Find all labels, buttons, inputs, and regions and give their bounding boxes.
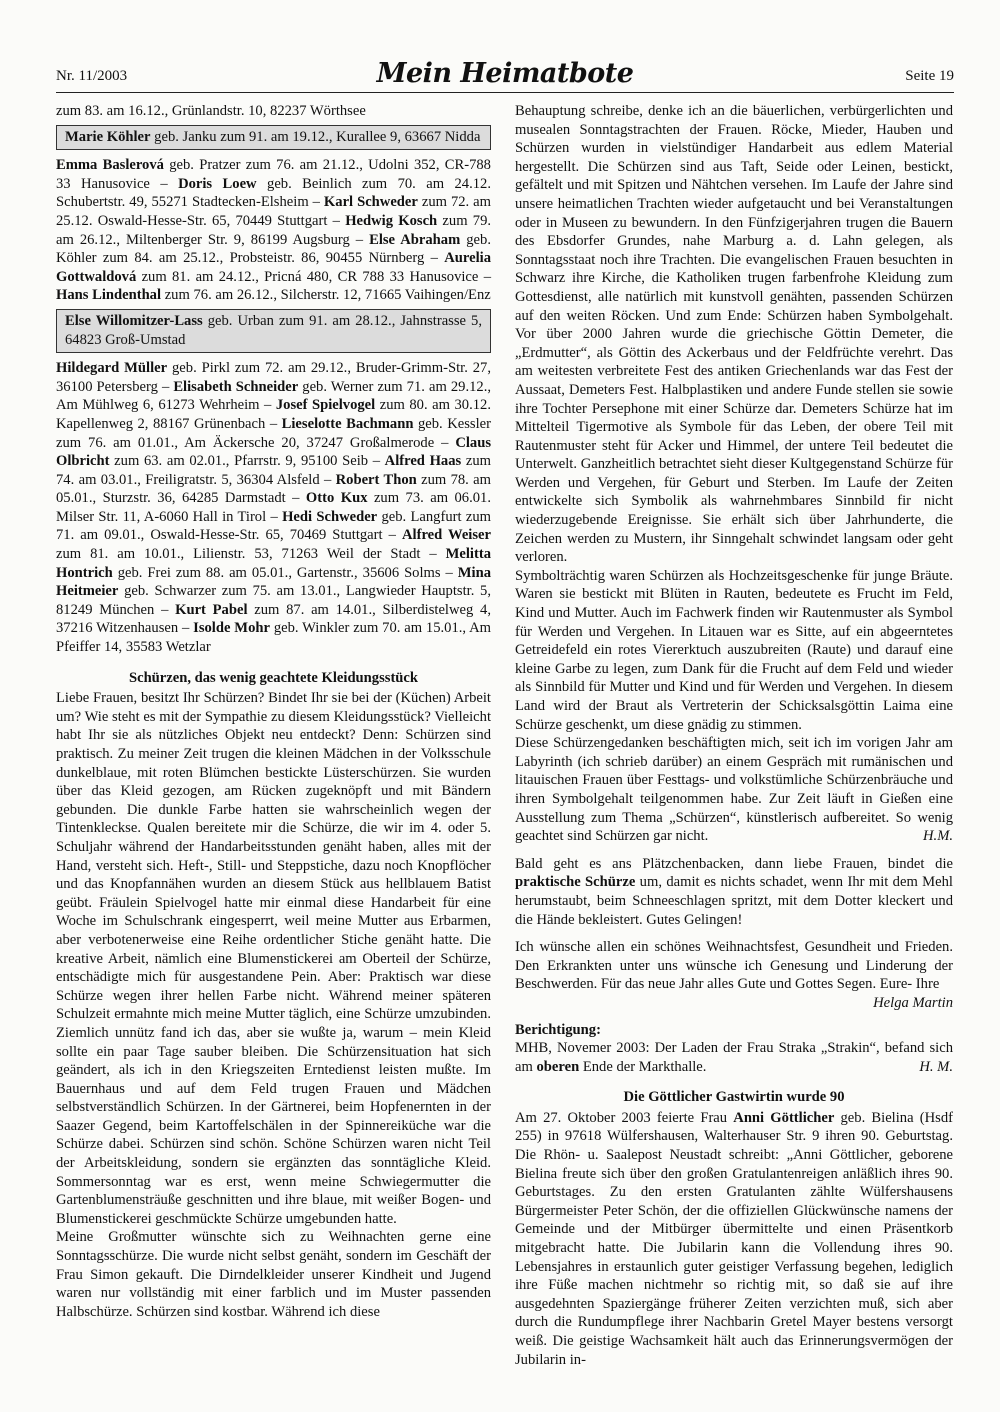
birthday-details: geb. Winkler zum 70. am 15.01., Am Pfeiffer 14, 35583 Wetzlar <box>56 620 492 656</box>
masthead-logo: Mein Heimatbote <box>376 58 634 89</box>
paragraph-text: Diese Schürzengedanken beschäftigten mich, seit ich im vorigen Jahr am Labyrinth (ich schrieb darüber) an einem Gespräch mit rumänischen und litauischen Frauen über Festtags- und volkstümliche Schürzenbräuche und ihren Symbolgehalt teilgenommen habe. Zur Zeit läuft in Gießen eine Ausstellung zum Thema „Schürzen“, künstlerisch aufbereitet. So wenig geachtet sind Schürzen gar nicht. <box>515 735 953 845</box>
birthday-name: Melitta Hontrich <box>56 546 491 581</box>
birthday-details: geb. Beinlich zum 70. am 24.12. Schubertstr. 49, 55271 Stadtecken-Elsheim – <box>56 175 491 211</box>
article-paragraph: Meine Großmutter wünschte sich zu Weihnachten gerne eine Sonntagsschürze. Die wurde nicht selbst genäht, sondern im Geschäft der Frau Simon gekauft. Die Dirndelkleider unserer Kindheit und Jugend waren nur vollständig mit einer farblich und im Muster passenden Halbschürze. Schürzen sind kostbar. Während ich diese <box>56 1229 491 1320</box>
paragraph-text: Am 27. Oktober 2003 feierte Frau <box>515 1109 734 1126</box>
birthday-details: zum 78. am 05.01., Sturzstr. 36, 64285 Darmstadt – <box>56 471 491 507</box>
header-rule <box>56 92 954 93</box>
page-number: Seite 19 <box>905 68 954 84</box>
signature-initials: H.M. <box>923 828 953 845</box>
correction-text <box>515 1039 953 1076</box>
birthday-details: zum 73. am 06.01. Milser Str. 11, A-6060 Hall in Tirol – <box>56 490 491 525</box>
birthday-name: Karl Schweder <box>323 194 418 211</box>
birthday-name: Alfred Haas <box>384 453 462 470</box>
signature-name: Helga Martin <box>873 994 953 1011</box>
highlight-text: geb. Urban zum 91. am 28.12., Jahnstrasse 5, 64823 Groß-Umstad <box>65 312 482 348</box>
article-paragraph <box>515 938 953 1012</box>
birthday-details: zum 72. am 25.12. Oswald-Hesse-Str. 65, 70449 Stuttgart – <box>56 194 491 229</box>
right-column <box>515 102 953 1369</box>
birthday-list-1 <box>56 156 491 305</box>
birthday-details: geb. Frei zum 88. am 05.01., Gartenstr., 35606 Solms – <box>112 564 458 581</box>
article-title: Schürzen, das wenig geachtete Kleidungsstück <box>128 669 419 686</box>
birthday-continued: zum 83. am 16.12., Grünlandstr. 10, 82237 Wörthsee <box>56 103 366 119</box>
birthday-details: zum 76. am 26.12., Silcherstr. 12, 71665 Vaihingen/Enz <box>161 287 491 304</box>
paragraph-text: MHB, Novemer 2003: Der Laden der Frau Straka „Strakin“, befand sich am <box>515 1040 953 1075</box>
article-paragraph <box>515 1109 953 1369</box>
paragraph-text: um, damit es nichts schadet, wenn Ihr mit dem Mehl herumstaubt, beim Schneeschlagen spritzt, mit dem Dotter kleckert und die Hände bekleistert. Gutes Gelingen! <box>515 874 953 928</box>
birthday-name: Alfred Weiser <box>401 527 491 544</box>
birthday-details: zum 81. am 24.12., Pricná 480, CR 788 33 Hanusovice – <box>136 268 491 285</box>
highlight-text: geb. Janku zum 91. am 19.12., Kurallee 9, 63667 Nidda <box>150 128 481 145</box>
birthday-details: zum 79. am 26.12., Miltenberger Str. 9, 86199 Augsburg – <box>56 212 492 248</box>
article-paragraph <box>515 855 953 929</box>
birthday-list-2 <box>56 359 491 657</box>
bold-phrase: oberen <box>536 1058 580 1075</box>
article-paragraph: Symbolträchtig waren Schürzen als Hochzeitsgeschenke für junge Bräute. Waren sie bestickt mit Blüten in Rauten, bedeutete es Frucht im Feld, Kind und Mutter. Auch im Fachwerk finden wir Rautenmuster als Symbol für Werden und Vergehen. In Litauen war es Sitte, auf ein abgeerntetes Getreidefeld ein rotes Viererktuch auszubreiten (Raute) und darauf eine kleine Garbe zu legen, zum Dank für die Frucht auf dem Feld und wieder als Sinnbild für Mutter und Kind und für Werden und Vergehen. In diesem Land wird der Braut als Vertreterin der Schicksalsgöttin Laima eine Schürze geschenkt, um diese gnädig zu stimmen. <box>515 567 953 733</box>
birthday-details: zum 63. am 02.01., Pfarrstr. 9, 95100 Seib – <box>109 453 385 470</box>
birthday-name: Otto Kux <box>305 490 368 507</box>
article-title: Die Göttlicher Gastwirtin wurde 90 <box>623 1089 845 1106</box>
article-paragraph: Liebe Frauen, besitzt Ihr Schürzen? Bindet Ihr sie bei der (Küchen) Arbeit um? Wie steht es mit der Sympathie zu diesem Kleidungsstück? Vielleicht habt Ihr sie als nützliches Objekt neu entdeckt? Denn: Schürzen sind praktisch. Zu meiner Zeit trugen die kleinen Mädchen in der Volksschule dunkelblaue, mit roten Blümchen bestickte Lüsterschürzen. Sie wurden über das Kleid gezogen, am Rücken zugeknöpft und mit Bändern gebunden. Die dunkle Farbe hatten sie wahrscheinlich wegen der Tintenkleckse. Qualen bereitete mir die Schürze, die wir im 4. oder 5. Schuljahr während der Handarbeitsstunden genäht haben, alles mit der Hand, versteht sich. Heft-, Still- und Steppstiche, dazu noch Knopflöcher und das Knopfannähen wurden an diesem Stück aus hellblauem Batist geübt. Fräulein Spielvogel hatte mir einmal diese Handarbeit für eine Woche im Schulschrank eingesperrt, weil meine Mutter aus Erbarmen, aber verbotenerweise eine Reihe ordentlicher Stiche genäht hatte. Die kreative Arbeit, nämlich eine Blumenstickerei am Oberteil der Schürze, entschädigte mich für ausgestandene Pein. Aber: Praktisch war diese Schürze wegen ihrer hellen Farbe nicht. Während meiner späteren Schulzeit ermahnte mich meine Mutter täglich, eine Schürze umzubinden. Ziemlich unnütz fand ich das, aber sie wußte ja, warum – mein Kleid sollte ein paar Tage sauber bleiben. Die Schürzensituation hat sich geändert, als ich in den Kriegszeiten Erntedienst leisten mußte. Im Bauernhaus und auf dem Feld trugen Frauen und Mädchen selbstverständlich Schürzen. In der Gärtnerei, beim Hopfenernten in der Saazer Gegend, beim Kartoffelschälen in der Spinnereiküche war die Schürze dabei. Schürzen sind schön. Schöne Schürzen waren nicht Teil der Arbeitskleidung, sondern sie ergänzten das sonntägliche Kleid. Sommersonntag war es erst, wenn meine Schwiegermutter die Gartenblumensträuße geschnitten und ihre blaue, mit weißer Bogen- und Blumenstickerei geschmückte Schürze umgebunden hatte. <box>56 690 491 1227</box>
birthday-details: geb. Schwarzer zum 75. am 13.01., Langwieder Hauptstr. 5, 81249 München – <box>56 583 491 618</box>
birthday-name: Kurt Pabel <box>175 601 248 618</box>
birthday-details: zum 80. am 30.12. Kapellenweg 2, 88167 Grünenbach – <box>56 397 491 432</box>
highlight-box-2 <box>56 309 491 353</box>
paragraph-text: Bald geht es ans Plätzchenbacken, dann liebe Frauen, bindet die <box>515 855 953 872</box>
highlight-name: Else Willomitzer-Lass <box>65 312 203 329</box>
birthday-details: geb. Langfurt zum 71. am 09.01., Oswald-Hesse-Str. 65, 70469 Stuttgart – <box>56 508 491 544</box>
birthday-name: Hans Lindenthal <box>56 287 162 304</box>
birthday-details: zum 74. am 03.01., Freiligratstr. 5, 36304 Alsfeld – <box>56 453 491 488</box>
highlight-name: Marie Köhler <box>65 128 151 145</box>
highlight-box-1 <box>56 125 491 151</box>
birthday-name: Hedwig Kosch <box>345 212 438 229</box>
signature-initials: H. M. <box>919 1058 953 1075</box>
issue-number: Nr. 11/2003 <box>56 68 128 84</box>
paragraph-text: Ich wünsche allen ein schönes Weihnachtsfest, Gesundheit und Frieden. Den Erkrankten unter uns wünsche ich Genesung und Linderung der Beschwerden. Für das neue Jahr alles Gute und Gottes Segen. Eure- Ihre <box>515 939 953 993</box>
birthday-name: Hedi Schweder <box>282 508 378 525</box>
birthday-name: Claus Olbricht <box>56 434 491 470</box>
bold-phrase: Anni Göttlicher <box>733 1109 835 1126</box>
birthday-name: Else Abraham <box>369 231 461 248</box>
article-paragraph: Behauptung schreibe, denke ich an die bäuerlichen, verbürgerlichten und musealen Sonntagstrachten der Frauen. Röcke, Mieder, Hauben und Schürzen wurden in vielstündiger Handarbeit aus edlem Material hergestellt. Die Schürzen sind aus Taft, Seide oder Leinen, bestickt, gefältelt und mit Spitzen und Nähtchen versehen. Im Laufe der Jahre sind unsere heimatlichen Trachten wieder aufgetaucht und bei Veranstaltungen oder in Museen zu bewundern. In den Fünfzigerjahren trugen die Bauern des Ebsdorfer Grundes, nahe Marburg a. d. Lahn gelegen, als Sonntagsstaat noch ihre Trachten. Die evangelischen Frauen besuchten in Schwarz ihre Kirche, die Katholiken trugen farbenfrohe Kleidung zum Gottesdienst, alle natürlich mit kunstvoll genähten, passenden Schürzen auf den weiten Röcken. Und zum Ende: Schürzen haben Symbolgehalt. Vor über 2000 Jahren wurde die griechische Göttin Demeter, die „Erdmutter“, als Göttin des Ackerbaus und der Feldfrüchte verehrt. Das am weitesten verbreitete Fest des antiken Griechenlands war das Fest der Aussaat, Demeters Fest. Halbplastiken und andere Funde stellen sie sowie ihre Tochter Persephone mit einer Schürze dar. Demeters Schürze hat im Mittelteil Tigermotive als Symbole für das Leben, der obere Teil mit Rautenmuster steht für Acker und Himmel, der untere Teil bedeutet die Unterwelt. Ganzheitlich betrachtet sieht dieser Kultgegenstand Schürze für Werden und Vergehen, für Geburt und Sterben. Im Laufe der Zeiten entwickelte sich Symbolik als wahrnehmbares Sinnbild fir nicht wiederzugebende Ereignisse. Sie erhält sich über Jahrhunderte, die Zeichen werden zu Mustern, ihr Sinngehalt schwindet langsam oder geht verloren. <box>515 103 953 566</box>
birthday-details: geb. Werner zum 71. am 29.12., Am Mühlweg 6, 61273 Wehrheim – <box>56 378 491 414</box>
birthday-name: Lieselotte Bachmann <box>281 415 414 432</box>
article-paragraph <box>515 734 953 846</box>
birthday-name: Elisabeth Schneider <box>173 378 299 395</box>
birthday-name: Doris Loew <box>178 175 257 192</box>
paragraph-text: Ende der Markthalle. <box>579 1058 707 1075</box>
left-column <box>56 102 491 1321</box>
birthday-details: geb. Pratzer zum 76. am 21.12., Udolni 352, CR-788 33 Hanusovice – <box>56 157 491 192</box>
birthday-details: geb. Kessler zum 76. am 01.01., Am Äckersche 20, 37247 Großalmerode – <box>56 415 491 451</box>
birthday-name: Mina Heitmeier <box>56 564 491 600</box>
birthday-details: zum 81. am 10.01., Lilienstr. 53, 71263 Weil der Stadt – <box>56 546 446 563</box>
birthday-name: Robert Thon <box>335 471 417 488</box>
birthday-details: zum 87. am 14.01., Silberdistelweg 4, 37216 Witzenhausen – <box>56 601 491 637</box>
birthday-name: Isolde Mohr <box>193 620 270 637</box>
birthday-name: Hildegard Müller <box>56 360 168 377</box>
correction-title: Berichtigung: <box>515 1021 601 1038</box>
birthday-details: geb. Köhler zum 84. am 25.12., Probsteistr. 86, 90455 Nürnberg – <box>56 231 491 267</box>
birthday-name: Josef Spielvogel <box>275 397 376 414</box>
birthday-name: Aurelia Gottwaldová <box>56 250 491 285</box>
birthday-name: Emma Baslerová <box>56 157 164 174</box>
bold-phrase: praktische Schürze <box>515 874 636 891</box>
paragraph-text: geb. Bielina (Hsdf 255) in 97618 Wülfershausen, Walterhauser Str. 9 ihren 90. Geburtstag. Die Rhön- u. Saalepost Neustadt schreibt: „Anni Göttlicher, geborene Bielina freute sich über den großen Gratulantenreigen anläßlich ihres 90. Geburtstages. Zu den ersten Gratulanten zählte Wülfershausens Bürgermeister Peter Schön, der die offiziellen Glückwünsche namens der Gemeinde und der Mitbürger übermittelte und einen Präsentkorb mitgebracht hatte. Die Jubilarin kann die Vollendung ihres 90. Lebensjahres in erstaunlich guter geistiger Verfassung begehen, lediglich ihre Füße machen nichtmehr so richtig mit, so daß sie auf ihre ausgedehnten Spaziergänge früherer Zeiten verzichten muß, sich aber durch die Rundumpflege ihrer Nachbarin Gretel Mayer bestens versorgt weiß. Die geistige Wachsamkeit hält auch das Erinnerungsvermögen der Jubilarin in- <box>515 1109 953 1368</box>
birthday-details: geb. Pirkl zum 72. am 29.12., Bruder-Grimm-Str. 27, 36100 Petersberg – <box>56 360 491 395</box>
